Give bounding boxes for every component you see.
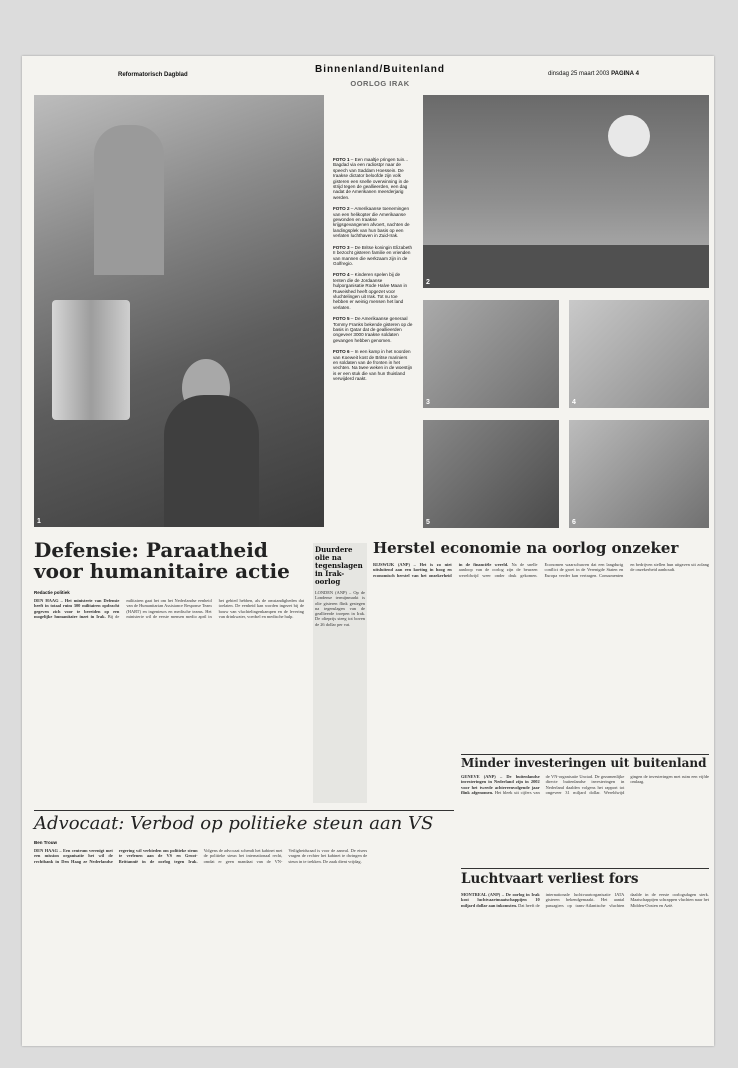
caption-label: FOTO 1: [333, 157, 350, 162]
article-lead: DEN HAAG – Het ministerie van Defensie heeft in totaal ruim 300 militairen opdracht gegeven zich voor te bereiden op een mogelijke humanitaire inzet in Irak.: [34, 598, 120, 619]
caption-text: – Amerikaanse toenemingen van een helikopter die Amerikaanse gewonden en Iraakse krijgsgevangenen afvoert, nachten de landingsplek van hun basis op een verlaten luchthaven in Zuid-Irak.: [333, 206, 410, 239]
caption-label: FOTO 6: [333, 349, 350, 355]
caption: [333, 349, 413, 381]
caption-text: – De Britse koningin Elizabeth II bezocht gisteren familie en vrienden van mannen die werkzaam zijn in de Golfregio.: [333, 244, 413, 266]
photo-number: 3: [426, 399, 430, 406]
photo-boy: [164, 395, 259, 527]
article-text: Bij de militairen gaat het om het Nederlandse eenheid van de Humanitarian Assistance Response Team (HART) en ingenieurs en medische teams. Het ministerie wil de eerste mensen medio april in het gebied hebben, als de omstandigheden dat toelaten. De eenheid kan worden ingezet bij de bouw van vluchtelingenkampen en de levering van drinkwater, voedsel en medische hulp.: [107, 598, 304, 619]
article-body: [461, 774, 709, 864]
caption-label: FOTO 5: [333, 316, 350, 322]
byline: Ben Trouw: [34, 840, 58, 845]
photo-soldiers: [569, 420, 709, 528]
date: dinsdag 25 maart 2003: [548, 71, 610, 77]
divider: [461, 754, 709, 755]
photo-helicopter: [423, 95, 709, 288]
photo-tents: [569, 300, 709, 408]
photo-boy-radio: [34, 95, 324, 527]
photo-number: 4: [572, 399, 576, 406]
article-lead: MONTREAL (ANP) – De oorlog in Irak kost luchtvaartmaatschappijen 10 miljard dollar aan inkomsten.: [461, 892, 540, 908]
photo-captions: [333, 157, 413, 388]
photo-pot: [52, 300, 130, 420]
page-label: PAGINA: [611, 71, 634, 77]
article-body: [34, 848, 452, 1036]
article-lead: RIJSWIJK (ANP) – Het is zo niet uitsluitend aan een korting in hoog en economisch herstel van het onzekerheid in de financiële wereld.: [373, 562, 509, 578]
caption-text: – Kinderen spelen bij de tenten die de Jordaanse hulporganisatie Rode Halve Maan in Ruweished heeft opgezet voor vluchtelingen uit Irak. Tot nu toe hebben er weinig mensen het land verlaten.: [333, 272, 408, 310]
caption: [333, 245, 413, 267]
article-text: Volgens de advocaat schendt het kabinet met de politieke steun het internationaal recht, omdat er geen mandaat van de VN-Veiligheidsraad is voor de aanval. De eisers vragen de rechter het kabinet te dwingen de steun in te trekken. De zaak dient vrijdag.: [203, 848, 368, 864]
headline-advocaat: Advocaat: Verbod op politieke steun aan VS: [34, 813, 434, 834]
section-title: Binnenland/Buitenland: [315, 64, 445, 75]
caption-label: FOTO 4: [333, 272, 350, 278]
caption: [333, 157, 413, 200]
headline-luchtvaart: Luchtvaart verliest fors: [461, 871, 639, 887]
photo-number: 2: [426, 279, 430, 286]
byline: Redactie politiek: [34, 590, 70, 595]
divider: [34, 810, 454, 811]
article-body: [461, 892, 709, 1037]
photo-sun: [608, 115, 650, 157]
caption: [333, 316, 413, 343]
headline-investeringen: Minder investeringen uit buitenland: [461, 756, 707, 770]
article-text: Na de snelle aanloop van de oorlog zijn de beurzen wereldwijd weer onder druk gekomen. Economen waarschuwen dat een langdurig conflict de groei in de Verenigde Staten en Europa verder kan vertragen. Consumenten en bedrijven stellen hun uitgaven uit zolang de onzekerheid aanhoudt.: [458, 562, 709, 578]
date-line: [548, 71, 639, 77]
caption-text: – De Amerikaanse generaal Tommy Franks bekende gisteren op de basis in Qatar dat de geallieerden ongeveer 3000 Iraakse soldaten gevangen hebben genomen.: [333, 316, 413, 343]
article-lead: GENEVE (ANP) – De buitenlandse investeringen in Nederland zijn in 2002 voor het tweede achtereenvolgende jaar flink afgenomen.: [461, 774, 540, 795]
photo-number: 6: [572, 519, 576, 526]
divider: [461, 868, 709, 869]
sidebar-title: Duurdere olie na tegenslagen in Irak-oorlog: [315, 545, 363, 586]
photo-ground: [423, 245, 709, 288]
caption-label: FOTO 2: [333, 206, 350, 212]
article-text: Het bleek uit cijfers van de VN-organisatie Unctad. De gezamenlijke directe buitenlandse investeringen in Nederland daalden volgens het rapport tot ongeveer 31 miljard dollar. Wereldwijd gingen de investeringen met ruim een vijfde omlaag.: [494, 774, 709, 795]
caption-text: – In een kamp in het noorden van Koeweit kost de Britse mariniers en soldaten van de fronten in het vechten. Na twee weken in de woestijn is er een stuk die van hun thuisland verwijderd raakt.: [333, 349, 413, 382]
sidebar-body: LONDEN (ANP) – Op de Londense termijnmarkt is olie gisteren flink gestegen na tegenslagen van de geallieerde troepen in Irak. De olieprijs steeg tot boven de 26 dollar per vat.: [315, 590, 365, 627]
paper-name: Reformatorisch Dagblad: [118, 72, 188, 78]
caption: [333, 206, 413, 238]
photo-number: 5: [426, 519, 430, 526]
article-lead: DEN HAAG – Een centrum verenigt met een mission organisatie het wil de rechtbank in Den Haag ze Nederlandse regering wil verbieden om politieke steun te verlenen aan de VS en Groot-Brittannië in de oorlog tegen Irak.: [34, 848, 198, 864]
caption-label: FOTO 3: [333, 244, 350, 250]
article-body: [373, 562, 709, 750]
headline-economie: Herstel economie na oorlog onzeker: [373, 539, 679, 557]
subsection-title: OORLOG IRAK: [350, 79, 410, 88]
article-text: Dat heeft de internationale luchtvaartorganisatie IATA gisteren bekendgemaakt. Het aantal passagiers op trans-Atlantische vluchten daalde in de eerste oorlogsdagen sterk. Maatschappijen schrappen vluchten naar het Midden-Oosten en Azië.: [518, 892, 709, 908]
photo-queen: [423, 300, 559, 408]
photo-general: [423, 420, 559, 528]
photo-figure: [94, 125, 164, 275]
page-number: 4: [635, 71, 639, 77]
caption: [333, 272, 413, 310]
article-body: [34, 598, 304, 798]
headline-defensie: Defensie: Paraatheid voor humanitaire actie: [34, 538, 290, 583]
caption-text: – Een maaltje pringen tuin... Bagdad via een radiostpr naar de speech van Saddam Hoessein. De Iraakse dictator beloofde zijn volk gisteren een snelle overwinning in de strijd tegen de geallieerden, een dag nadat de Amerikanen meerderjarig werden.: [333, 157, 409, 200]
photo-number: 1: [37, 518, 41, 525]
